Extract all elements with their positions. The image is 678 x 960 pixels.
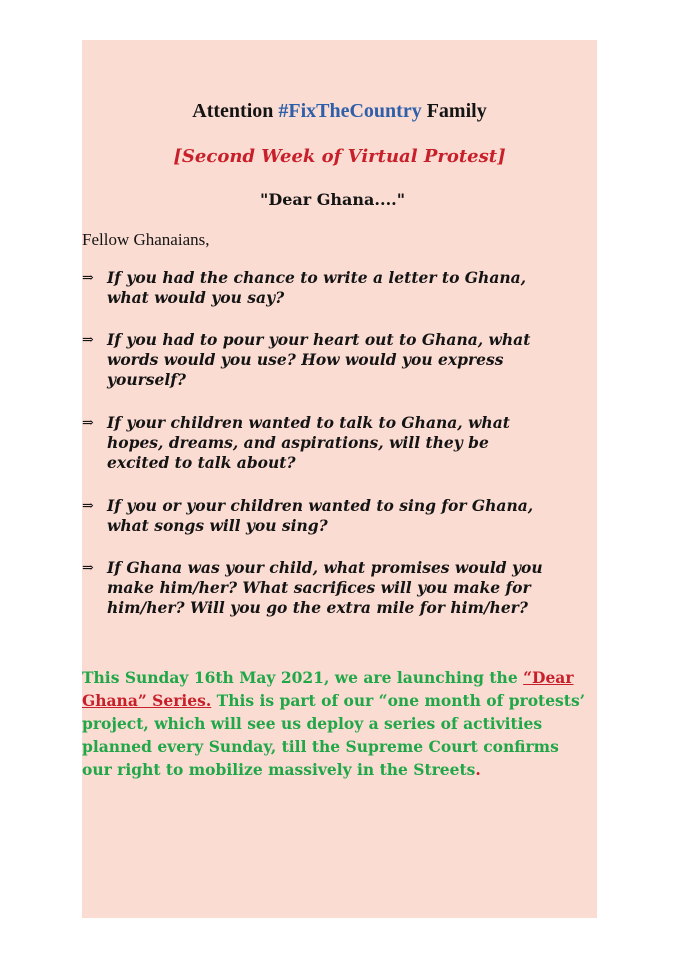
question-text: If you had the chance to write a letter to Ghana, what would you say?: [107, 268, 527, 307]
arrow-icon: ⇒: [82, 560, 94, 576]
subtitle: [Second Week of Virtual Protest]: [173, 146, 506, 167]
arrow-icon: ⇒: [82, 415, 94, 431]
announcement-text-rest: This is part of our “one month of protests’ project, which will see us deploy a series of activities planned every Sunday, till the Supreme Court confirms our right to mobilize massively in the Streets: [82, 691, 586, 779]
announcement-period: .: [475, 760, 481, 779]
attention-prefix: Attention: [192, 100, 279, 122]
list-item: [82, 413, 602, 473]
question-text: If your children wanted to talk to Ghana, what hopes, dreams, and aspirations, will they be excited to talk about?: [107, 413, 510, 472]
attention-heading: [82, 100, 597, 123]
list-item: [82, 268, 602, 308]
list-item: [82, 558, 602, 618]
question-text: If you had to pour your heart out to Ghana, what words would you use? How would you express yourself?: [107, 330, 531, 389]
dear-ghana-series-link: “Dear Ghana” Series.: [82, 668, 574, 710]
dear-ghana-quote: "Dear Ghana....": [260, 190, 406, 209]
announcement: [82, 666, 592, 781]
greeting: Fellow Ghanaians,: [82, 230, 210, 249]
arrow-icon: ⇒: [82, 332, 94, 348]
announcement-text-start: This Sunday 16th May 2021, we are launching the: [82, 668, 524, 687]
hashtag: #FixTheCountry: [278, 100, 422, 122]
attention-suffix: Family: [421, 100, 487, 122]
list-item: [82, 330, 602, 390]
question-text: If you or your children wanted to sing for Ghana, what songs will you sing?: [107, 496, 534, 535]
question-text: If Ghana was your child, what promises would you make him/her? What sacrifices will you make for him/her? Will you go the extra mile for him/her?: [107, 558, 543, 617]
list-item: [82, 496, 602, 536]
arrow-icon: ⇒: [82, 270, 94, 286]
flyer: [82, 40, 597, 918]
arrow-icon: ⇒: [82, 498, 94, 514]
